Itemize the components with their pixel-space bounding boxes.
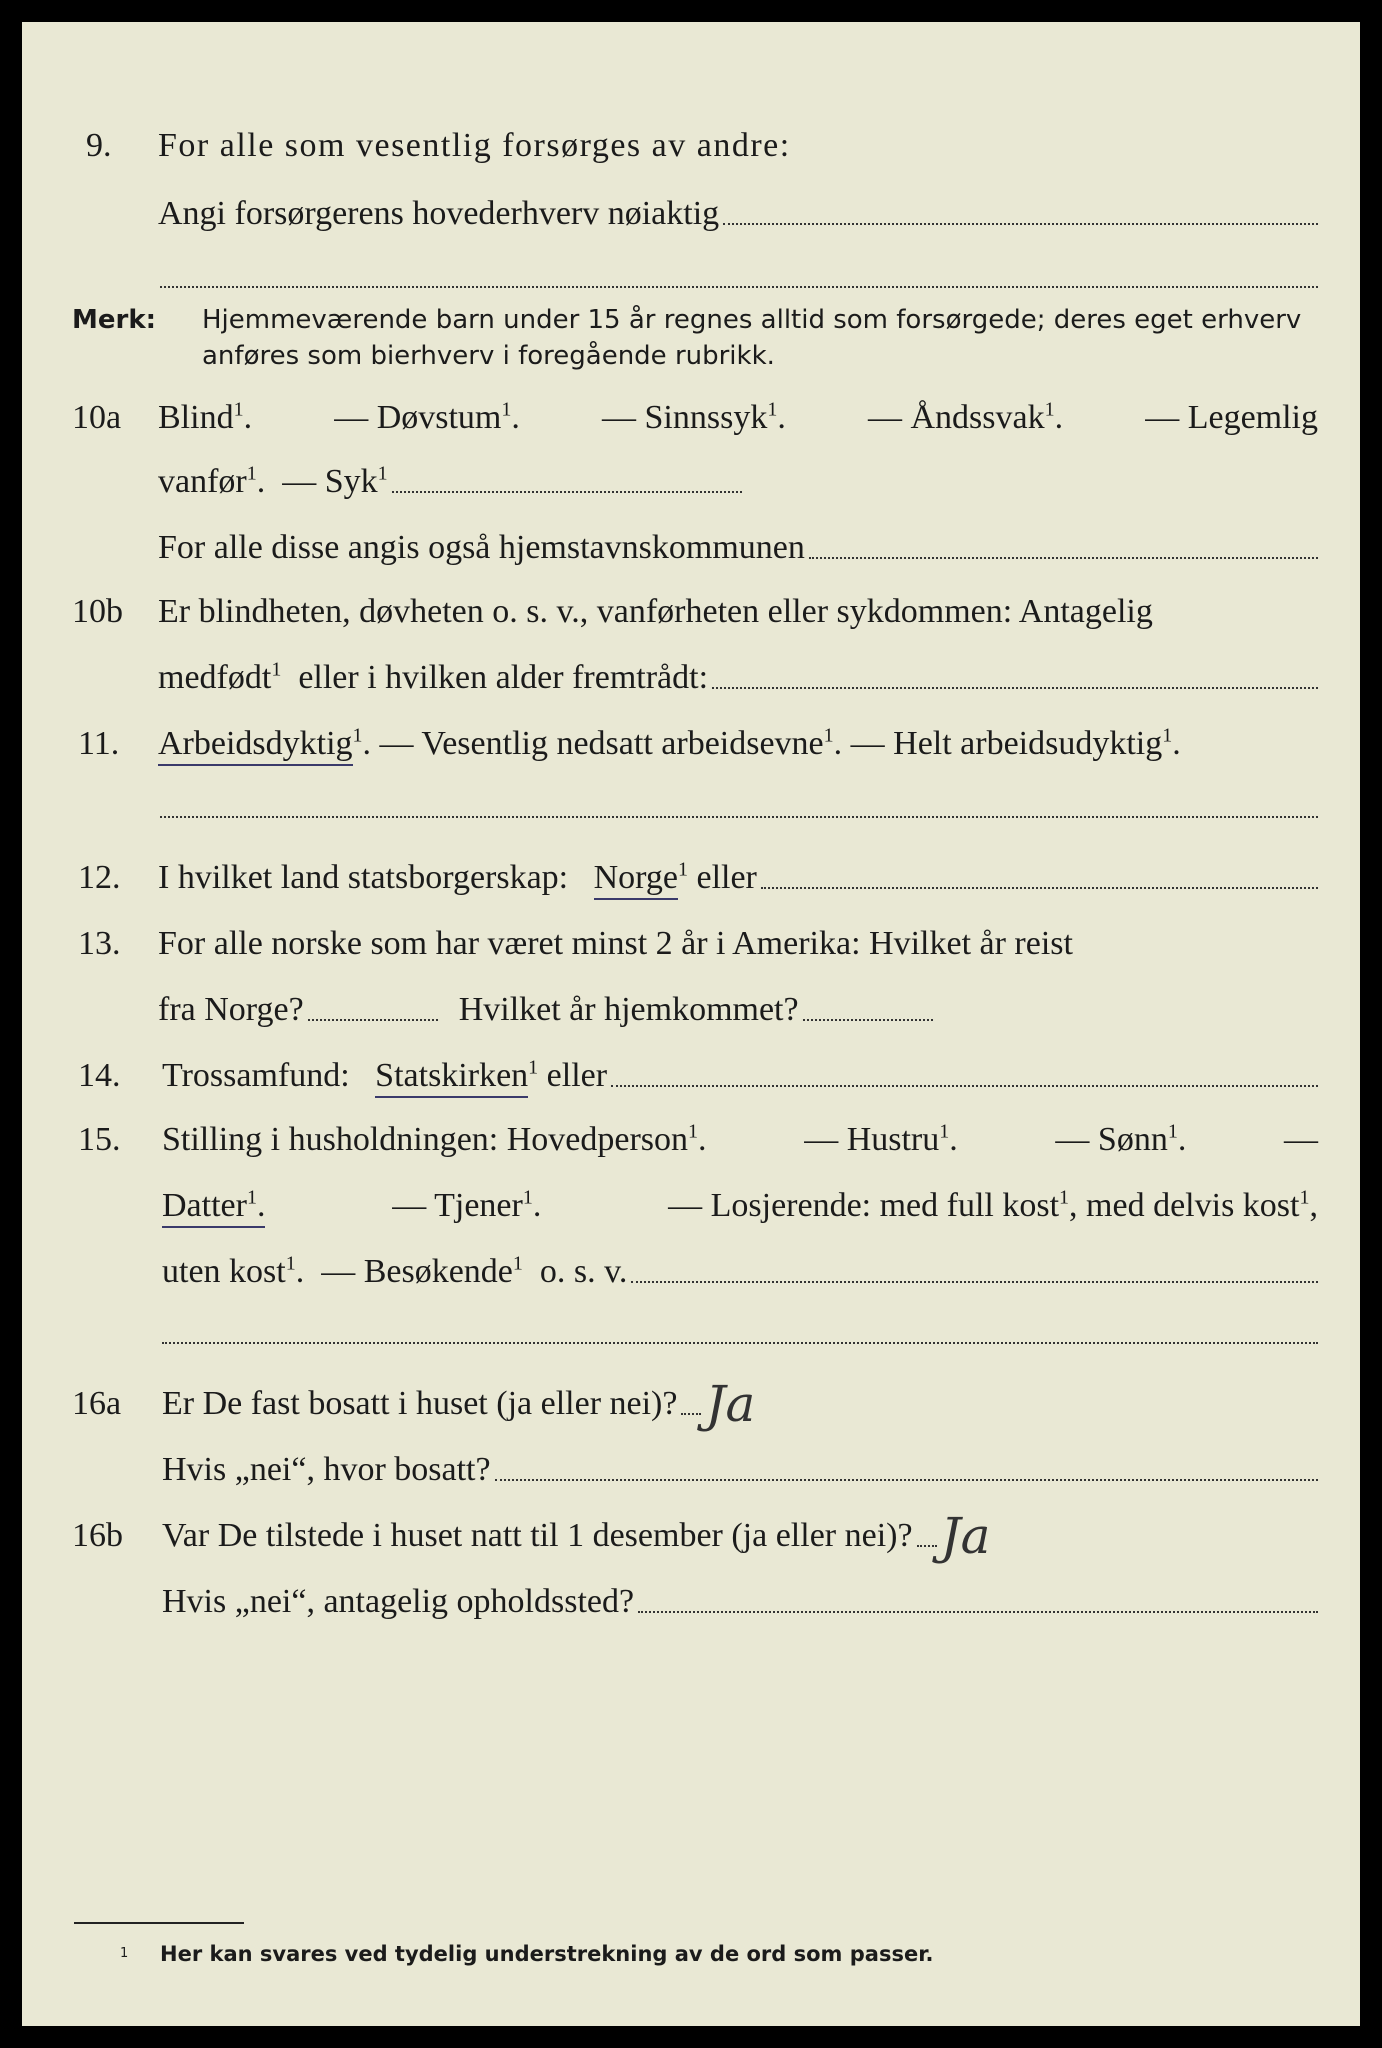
q9-answer-line-2[interactable] xyxy=(160,286,1318,288)
q16a-handwritten-answer: Ja xyxy=(705,1375,756,1433)
q15-losjerende[interactable] xyxy=(668,1186,1318,1226)
q11-udyktig-label: — Helt arbeidsudyktig xyxy=(850,725,1163,762)
q10b-line2-text: eller i hvilken alder fremtrådt: xyxy=(298,659,709,696)
footnote-ref: 1 xyxy=(1299,1186,1310,1209)
q10a-item-dovstum[interactable]: — Døvstum$^1$. xyxy=(334,398,520,436)
q13-line1: For alle norske som har været minst 2 år i Amerika: Hvilket år reist xyxy=(158,925,1073,962)
q13-hjemkommet-answer-line[interactable] xyxy=(803,1019,933,1021)
merk-line1: Hjemmeværende barn under 15 år regnes alltid som forsørgede; deres eget erhverv xyxy=(202,305,1302,335)
q10a-item-blind-label: Blind xyxy=(158,399,234,436)
q10a-hjemstavn-answer-line[interactable] xyxy=(809,557,1318,559)
footnote-ref: 1 xyxy=(501,398,512,421)
footnote-ref: 1 xyxy=(246,462,257,485)
q15-besokende[interactable] xyxy=(321,1252,523,1292)
footnote-ref: 1 xyxy=(1059,1186,1070,1209)
q10a-item-legemlig[interactable]: — Legemlig xyxy=(1145,399,1318,436)
q10a-item-vanfor-label: vanfør xyxy=(158,463,247,500)
q14-statskirken[interactable] xyxy=(375,1056,538,1096)
q16a-bosatt-answer-line[interactable] xyxy=(495,1479,1318,1481)
q16b-line1 xyxy=(162,1507,991,1565)
footnote-ref: 1 xyxy=(246,1186,257,1209)
q15-sonn-label: — Sønn xyxy=(1055,1121,1168,1158)
q15-besokende-label: — Besøkende xyxy=(321,1253,513,1290)
q16b-answer-line[interactable] xyxy=(917,1545,937,1547)
q12-norge[interactable] xyxy=(594,858,688,898)
q13-number: 13. xyxy=(78,925,121,962)
footnote-ref: 1 xyxy=(285,1252,296,1275)
q15-datter[interactable] xyxy=(162,1186,265,1226)
q15-datter-underline: Datter$^1$. xyxy=(162,1187,265,1228)
census-form-page xyxy=(22,22,1360,2026)
q15-hovedperson-label: Stilling i husholdningen: Hovedperson xyxy=(162,1121,689,1158)
footnote-ref: 1 xyxy=(1044,398,1055,421)
q10a-item-sinnssyk-label: — Sinnssyk xyxy=(602,399,768,436)
footnote-ref: 1 xyxy=(767,398,778,421)
q11-arbeidsdyktig[interactable]: Arbeidsdyktig$^1$. xyxy=(158,724,371,764)
q16b-question: Var De tilstede i huset natt til 1 desember (ja eller nei)? xyxy=(162,1517,913,1554)
q10a-line3-text: For alle disse angis også hjemstavnskommunen xyxy=(158,529,805,566)
q10a-line1 xyxy=(158,398,1318,438)
q12-line xyxy=(158,858,1318,898)
q10a-item-andssvak[interactable]: — Åndssvak$^1$. xyxy=(867,398,1064,436)
merk-label: Merk: xyxy=(72,305,157,335)
q10a-item-dovstum-label: — Døvstum xyxy=(334,399,502,436)
q13-reist-label: fra Norge? xyxy=(158,991,304,1028)
q11-line xyxy=(158,724,1181,764)
q15-tjener[interactable]: — Tjener$^1$. xyxy=(392,1186,542,1224)
q15-uten-kost-label: uten kost xyxy=(162,1253,286,1290)
q15-line3 xyxy=(162,1252,1318,1292)
q15-hustru-label: — Hustru xyxy=(804,1121,940,1158)
q10a-line3 xyxy=(158,528,1318,568)
q10a-number: 10a xyxy=(72,399,122,436)
q15-full-kost-label: — Losjerende: med full kost xyxy=(668,1187,1060,1224)
q14-eller: eller xyxy=(546,1057,608,1094)
footnote-ref: 1 xyxy=(271,658,282,681)
q15-hovedperson[interactable]: Stilling i husholdningen: Hovedperson$^1$. xyxy=(162,1120,707,1158)
q15-tjener-label: — Tjener xyxy=(392,1187,523,1224)
q12-text: I hvilket land statsborgerskap: xyxy=(158,859,569,896)
q14-line xyxy=(162,1056,1318,1096)
q16a-line2 xyxy=(162,1450,1318,1490)
q12-norge-label: Norge xyxy=(594,859,678,900)
footnote-rule xyxy=(74,1922,244,1924)
footnote-text: Her kan svares ved tydelig understrekning av de ord som passer. xyxy=(160,1942,934,1966)
q10a-item-syk[interactable] xyxy=(282,462,387,502)
q16a-line1 xyxy=(162,1375,756,1433)
q10b-line2 xyxy=(158,658,1318,698)
footnote-ref: 1 xyxy=(688,1120,699,1143)
q15-answer-line[interactable] xyxy=(631,1281,1318,1283)
q15-line1 xyxy=(162,1120,1318,1160)
q15-uten-kost[interactable]: uten kost$^1$. xyxy=(162,1252,305,1290)
q15-osv: o. s. v. xyxy=(539,1253,628,1290)
q15-dash: — xyxy=(1284,1121,1318,1158)
q11-answer-line[interactable] xyxy=(160,816,1318,818)
q14-text: Trossamfund: xyxy=(162,1057,350,1094)
q15-number: 15. xyxy=(78,1121,121,1158)
q14-number: 14. xyxy=(78,1057,121,1094)
q10b-number: 10b xyxy=(72,593,123,630)
q9-number: 9. xyxy=(86,127,112,164)
q16b-opholdssted-answer-line[interactable] xyxy=(638,1611,1318,1613)
footnote-ref: 1 xyxy=(233,398,244,421)
q11-arbeidsdyktig-label: Arbeidsdyktig xyxy=(158,725,353,766)
q13-reist-answer-line[interactable] xyxy=(308,1019,438,1021)
q15-comma: , xyxy=(1309,1187,1318,1224)
q15-datter-label: Datter xyxy=(162,1187,247,1224)
q10b-medfodt-label: medfødt xyxy=(158,659,272,696)
q12-answer-line[interactable] xyxy=(761,887,1318,889)
q10a-item-blind[interactable]: Blind$^1$. xyxy=(158,398,253,436)
footnote-ref: 1 xyxy=(939,1120,950,1143)
q16b-number: 16b xyxy=(72,1517,123,1554)
q14-answer-line[interactable] xyxy=(611,1085,1318,1087)
footnote-ref: 1 xyxy=(1167,1120,1178,1143)
q13-hjemkommet-label: Hvilket år hjemkommet? xyxy=(458,991,799,1028)
q16a-answer-line[interactable] xyxy=(681,1413,701,1415)
q9-line2 xyxy=(158,194,1318,234)
q9-answer-line[interactable] xyxy=(723,223,1318,225)
q11-nedsatt-label: — Vesentlig nedsatt arbeidsevne xyxy=(379,725,824,762)
q16b-line2 xyxy=(162,1582,1318,1622)
q15-line2 xyxy=(162,1186,1318,1226)
q10a-line2 xyxy=(158,462,746,502)
q12-number: 12. xyxy=(78,859,121,896)
q11-nedsatt[interactable]: — Vesentlig nedsatt arbeidsevne$^1$. xyxy=(379,724,843,762)
q12-eller: eller xyxy=(696,859,757,896)
footnote-ref: 1 xyxy=(823,724,834,747)
q15-answer-line-2[interactable] xyxy=(162,1342,1318,1344)
footnote-ref: 1 xyxy=(522,1186,533,1209)
q9-line1: For alle som vesentlig forsørges av andre: xyxy=(158,127,791,164)
q15-sonn[interactable]: — Sønn$^1$. xyxy=(1055,1120,1187,1158)
footnote-ref: 1 xyxy=(677,858,688,881)
q10a-item-andssvak-label: — Åndssvak xyxy=(867,399,1045,436)
footnote-mark: 1 xyxy=(120,1946,129,1961)
q10a-item-vanfor[interactable]: vanfør$^1$. xyxy=(158,462,266,500)
footnote-ref: 1 xyxy=(377,462,388,485)
q10b-line1: Er blindheten, døvheten o. s. v., vanførheten eller sykdommen: Antagelig xyxy=(158,593,1153,630)
footnote-ref: 1 xyxy=(1162,724,1173,747)
q11-number: 11. xyxy=(78,725,120,762)
merk-line2: anføres som bierhverv i foregående rubrikk. xyxy=(202,341,775,371)
q16b-handwritten-answer: Ja xyxy=(940,1507,991,1565)
q16a-question: Er De fast bosatt i huset (ja eller nei)? xyxy=(162,1385,678,1422)
q10b-medfodt[interactable] xyxy=(158,658,281,698)
q16b-hvis-nei-label: Hvis „nei“, antagelig opholdssted? xyxy=(162,1583,635,1620)
q10a-item-syk-label: — Syk xyxy=(282,463,378,500)
q10b-answer-line[interactable] xyxy=(712,687,1318,689)
q15-hustru[interactable]: — Hustru$^1$. xyxy=(804,1120,958,1158)
footnote-ref: 1 xyxy=(352,724,363,747)
q15-delvis-kost-label: , med delvis kost xyxy=(1069,1187,1300,1224)
footnote-ref: 1 xyxy=(512,1252,523,1275)
q16a-number: 16a xyxy=(72,1385,122,1422)
q9-line2-text: Angi forsørgerens hovederhverv nøiaktig xyxy=(158,195,720,232)
q10a-item-sinnssyk[interactable]: — Sinnssyk$^1$. xyxy=(602,398,786,436)
q11-udyktig[interactable]: — Helt arbeidsudyktig$^1$. xyxy=(850,724,1181,762)
q16a-hvis-nei-label: Hvis „nei“, hvor bosatt? xyxy=(162,1451,491,1488)
footnote-ref: 1 xyxy=(528,1056,539,1079)
q13-line2 xyxy=(158,990,937,1030)
q14-statskirken-label: Statskirken xyxy=(375,1057,528,1098)
q10a-syk-answer-line[interactable] xyxy=(392,491,742,493)
